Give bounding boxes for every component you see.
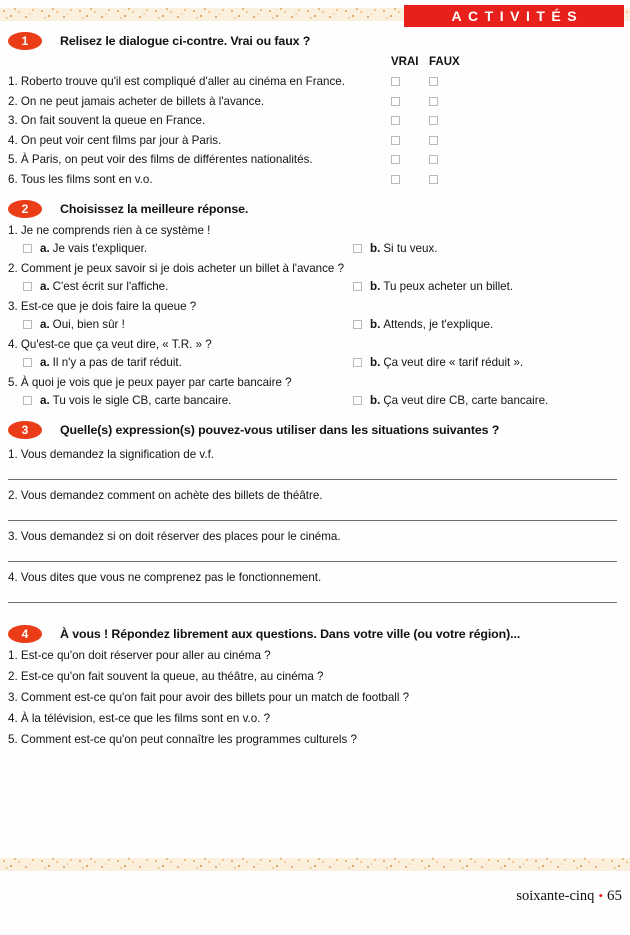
checkbox-option-a[interactable] (23, 244, 32, 253)
exercise-2-header (8, 200, 622, 218)
faux-cell (429, 95, 467, 108)
vrai-faux-row (8, 153, 622, 166)
statement-text: 2. On ne peut jamais acheter de billets à l'avance. (8, 94, 265, 108)
faux-cell (429, 173, 467, 186)
option-a-letter: a. (40, 317, 50, 331)
exercise-3-badge: 3 (8, 421, 42, 439)
mc-option-a[interactable] (8, 318, 353, 331)
faux-cell (429, 75, 467, 88)
activites-banner-label: ACTIVITÉS (451, 8, 584, 24)
mc-option-b[interactable] (353, 318, 493, 331)
mc-option-row (8, 318, 622, 331)
decorative-texture-band-bottom (0, 858, 630, 871)
free-question: 2. Est-ce qu'on fait souvent la queue, au théâtre, au cinéma ? (8, 669, 324, 683)
option-b-letter: b. (370, 241, 381, 255)
open-answer-item (8, 530, 622, 562)
vrai-cell (391, 173, 429, 186)
option-a-letter: a. (40, 393, 50, 407)
faux-cell (429, 134, 467, 147)
checkbox-faux[interactable] (429, 175, 438, 184)
vrai-faux-row (8, 134, 622, 147)
mc-question-block (8, 338, 622, 369)
open-question-text: 1. Vous demandez la signification de v.f. (8, 447, 215, 461)
exercise-2 (8, 200, 622, 407)
open-question-text: 2. Vous demandez comment on achète des billets de théâtre. (8, 488, 323, 502)
mc-question-block (8, 262, 622, 293)
exercise-1-badge: 1 (8, 32, 42, 50)
answer-line[interactable] (8, 602, 617, 603)
option-b-text: Attends, je t'explique. (383, 317, 494, 331)
checkbox-faux[interactable] (429, 97, 438, 106)
activites-banner (404, 5, 624, 27)
statement-text: 1. Roberto trouve qu'il est compliqué d'aller au cinéma en France. (8, 75, 345, 88)
option-b-letter: b. (370, 279, 381, 293)
option-a-text: Oui, bien sûr ! (52, 317, 125, 331)
checkbox-option-a[interactable] (23, 320, 32, 329)
footer-bullet-icon: • (598, 888, 603, 903)
option-a-letter: a. (40, 241, 50, 255)
option-a-text: Tu vois le sigle CB, carte bancaire. (52, 393, 232, 407)
free-question: 1. Est-ce qu'on doit réserver pour aller au cinéma ? (8, 648, 271, 662)
header-spacer (8, 56, 391, 68)
exercise-1-header (8, 32, 622, 50)
checkbox-vrai[interactable] (391, 136, 400, 145)
faux-cell (429, 114, 467, 127)
vrai-cell (391, 114, 429, 127)
exercise-2-badge: 2 (8, 200, 42, 218)
column-header-vrai: VRAI (391, 56, 419, 68)
page-content (8, 28, 622, 754)
checkbox-option-b[interactable] (353, 282, 362, 291)
exercise-1-title: Relisez le dialogue ci-contre. Vrai ou faux ? (60, 34, 311, 48)
option-b-text: Ça veut dire « tarif réduit ». (383, 355, 524, 369)
vrai-faux-column-headers (8, 56, 622, 68)
option-b-text: Si tu veux. (383, 241, 438, 255)
mc-question-block (8, 224, 622, 255)
vrai-faux-row (8, 173, 622, 186)
answer-line[interactable] (8, 561, 617, 562)
exercise-3-title: Quelle(s) expression(s) pouvez-vous utiliser dans les situations suivantes ? (60, 422, 500, 437)
mc-option-row (8, 280, 622, 293)
checkbox-faux[interactable] (429, 77, 438, 86)
vrai-cell (391, 95, 429, 108)
mc-option-a[interactable] (8, 280, 353, 293)
vrai-faux-row (8, 75, 622, 88)
checkbox-faux[interactable] (429, 116, 438, 125)
vrai-cell (391, 75, 429, 88)
exercise-4 (8, 625, 622, 746)
checkbox-option-a[interactable] (23, 282, 32, 291)
option-a-text: Il n'y a pas de tarif réduit. (52, 355, 182, 369)
option-b-letter: b. (370, 393, 381, 407)
mc-prompt: 4. Qu'est-ce que ça veut dire, « T.R. » ? (8, 337, 212, 351)
vrai-cell (391, 134, 429, 147)
checkbox-option-b[interactable] (353, 320, 362, 329)
checkbox-option-b[interactable] (353, 358, 362, 367)
mc-prompt: 5. À quoi je vois que je peux payer par carte bancaire ? (8, 375, 292, 389)
vrai-faux-row (8, 95, 622, 108)
column-header-faux: FAUX (429, 56, 460, 68)
mc-option-b[interactable] (353, 356, 523, 369)
checkbox-option-a[interactable] (23, 358, 32, 367)
mc-option-a[interactable] (8, 242, 353, 255)
checkbox-vrai[interactable] (391, 175, 400, 184)
option-a-letter: a. (40, 279, 50, 293)
option-a-letter: a. (40, 355, 50, 369)
statement-text: 3. On fait souvent la queue en France. (8, 114, 206, 127)
mc-option-row (8, 394, 622, 407)
mc-question-block (8, 300, 622, 331)
exercise-3 (8, 421, 622, 603)
mc-prompt: 3. Est-ce que je dois faire la queue ? (8, 299, 197, 313)
mc-prompt: 2. Comment je peux savoir si je dois acheter un billet à l'avance ? (8, 261, 345, 275)
mc-option-b[interactable] (353, 394, 548, 407)
option-a-text: C'est écrit sur l'affiche. (52, 279, 169, 293)
mc-option-b[interactable] (353, 242, 437, 255)
mc-option-row (8, 242, 622, 255)
statement-text: 5. À Paris, on peut voir des films de différentes nationalités. (8, 153, 313, 166)
mc-option-row (8, 356, 622, 369)
checkbox-faux[interactable] (429, 155, 438, 164)
statement-text: 4. On peut voir cent films par jour à Paris. (8, 133, 222, 147)
mc-option-a[interactable] (8, 394, 353, 407)
checkbox-vrai[interactable] (391, 155, 400, 164)
exercise-4-title: À vous ! Répondez librement aux questions. Dans votre ville (ou votre région)... (60, 626, 521, 641)
mc-question-block (8, 376, 622, 407)
checkbox-option-b[interactable] (353, 396, 362, 405)
checkbox-vrai[interactable] (391, 116, 400, 125)
open-answer-item (8, 448, 622, 480)
statement-text: 6. Tous les films sont en v.o. (8, 172, 153, 186)
option-b-letter: b. (370, 355, 381, 369)
exercise-1 (8, 32, 622, 186)
faux-cell (429, 153, 467, 166)
option-b-text: Tu peux acheter un billet. (383, 279, 514, 293)
open-question-text: 4. Vous dites que vous ne comprenez pas le fonctionnement. (8, 570, 322, 584)
option-b-letter: b. (370, 317, 381, 331)
footer-page-number: 65 (607, 888, 622, 904)
open-answer-item (8, 489, 622, 521)
option-a-text: Je vais t'expliquer. (52, 241, 148, 255)
checkbox-option-a[interactable] (23, 396, 32, 405)
mc-option-a[interactable] (8, 356, 353, 369)
page-footer (0, 888, 622, 905)
checkbox-option-b[interactable] (353, 244, 362, 253)
checkbox-faux[interactable] (429, 136, 438, 145)
exercise-3-header (8, 421, 622, 439)
answer-line[interactable] (8, 520, 617, 521)
open-question-text: 3. Vous demandez si on doit réserver des places pour le cinéma. (8, 529, 341, 543)
checkbox-vrai[interactable] (391, 77, 400, 86)
mc-option-b[interactable] (353, 280, 513, 293)
free-question: 4. À la télévision, est-ce que les films sont en v.o. ? (8, 711, 271, 725)
mc-prompt: 1. Je ne comprends rien à ce système ! (8, 223, 211, 237)
vrai-cell (391, 153, 429, 166)
footer-page-word: soixante-cinq (516, 888, 595, 904)
exercise-4-badge: 4 (8, 625, 42, 643)
open-answer-item (8, 571, 622, 603)
vrai-faux-row (8, 114, 622, 127)
answer-line[interactable] (8, 479, 617, 480)
free-question: 3. Comment est-ce qu'on fait pour avoir des billets pour un match de football ? (8, 690, 410, 704)
exercise-2-title: Choisissez la meilleure réponse. (60, 201, 249, 216)
option-b-text: Ça veut dire CB, carte bancaire. (383, 393, 549, 407)
free-question: 5. Comment est-ce qu'on peut connaître les programmes culturels ? (8, 732, 357, 746)
exercise-4-header (8, 625, 622, 643)
checkbox-vrai[interactable] (391, 97, 400, 106)
